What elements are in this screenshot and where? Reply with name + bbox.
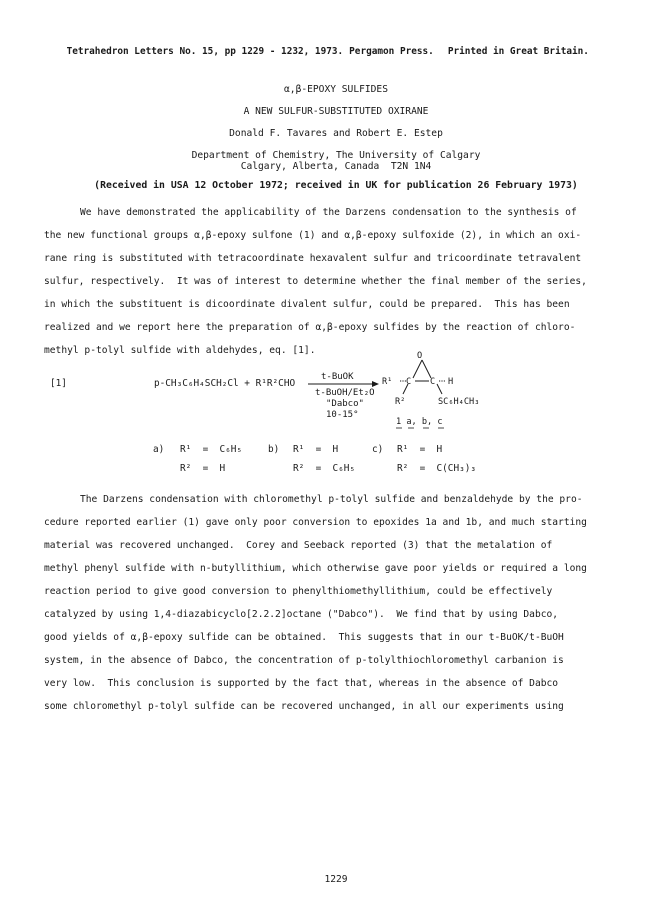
product-carbon-right: C [430,377,436,387]
received-dates: (Received in USA 12 October 1972; received in UK for publication 26 February 1973) [94,180,578,191]
citation: Tetrahedron Letters No. 15, pp 1229 - 1232, 1973. [66,46,344,57]
para2-line: some chloromethyl p-tolyl sulfide can be recovered unchanged, in all our experiments using [44,701,564,712]
article-subtitle: A NEW SULFUR-SUBSTITUTED OXIRANE [243,106,429,117]
substituent-a-r2: R² = H [180,463,226,474]
para2-line: system, in the absence of Dabco, the concentration of p-tolylthiochloromethyl carbanion is [44,655,564,666]
product-h: H [448,377,454,387]
affiliation-line-2: Calgary, Alberta, Canada T2N 1N4 [240,161,432,172]
reagent-base: t-BuOK [321,372,354,382]
product-labels: 1 a, b, c [396,417,443,427]
equation-number: [1] [50,378,67,389]
para1-line: in which the substituent is dicoordinate divalent sulfur, could be prepared. This has been [44,299,570,310]
substituent-a-label: a) [153,444,165,455]
substituent-a-r1: R¹ = C₆H₅ [180,444,243,455]
product-r1: R¹ [382,377,393,387]
reagent-catalyst: "Dabco" [326,399,364,409]
para1-line: methyl p-tolyl sulfide with aldehydes, eq. [1]. [44,345,316,356]
article-title: α,β-EPOXY SULFIDES [284,84,388,95]
para1-line: the new functional groups α,β-epoxy sulfone (1) and α,β-epoxy sulfoxide (2), in which an oxi- [44,230,582,241]
reagent-temperature: 10-15° [326,410,359,420]
substituent-c-r2: R² = C(CH₃)₃ [397,463,477,474]
substituent-b-label: b) [268,444,280,455]
para1-line: realized and we report here the preparation of α,β-epoxy sulfides by the reaction of chloro- [44,322,576,333]
para2-line: material was recovered unchanged. Corey and Seeback reported (3) that the metalation of [44,540,553,551]
substituent-c-label: c) [372,444,384,455]
para2-line: reaction period to give good conversion to phenylthiomethyllithium, could be effectively [44,586,553,597]
equation-reactants: p-CH₃C₆H₄SCH₂Cl + R¹R²CHO [154,378,296,389]
authors: Donald F. Tavares and Robert E. Estep [229,128,443,139]
para2-line: very low. This conclusion is supported by the fact that, whereas in the absence of Dabco [44,678,559,689]
product-carbon-left: C [406,377,412,387]
para1-line: rane ring is substituted with tetracoordinate hexavalent sulfur and tricoordinate tetravalent [44,253,582,264]
page-number: 1229 [324,874,348,885]
product-thioaryl: SC₆H₄CH₃ [438,397,480,407]
para1-line: sulfur, respectively. It was of interest to determine whether the final member of the series, [44,276,587,287]
substituent-b-r2: R² = C₆H₅ [293,463,356,474]
publisher: Pergamon Press. [349,46,434,57]
substituent-c-r1: R¹ = H [397,444,443,455]
reaction-arrow [308,381,379,387]
para2-line: methyl phenyl sulfide with n-butyllithium, which otherwise gave poor yields or required a long [44,563,587,574]
product-r2: R² [395,397,406,407]
para2-line: good yields of α,β-epoxy sulfide can be obtained. This suggests that in our t-BuOK/t-BuOH [44,632,564,643]
affiliation-line-1: Department of Chemistry, The University of Calgary [191,150,481,161]
para2-line: catalyzed by using 1,4-diazabicyclo[2.2.2]octane ("Dabco"). We find that by using Dabco, [44,609,559,620]
substituent-b-r1: R¹ = H [293,444,339,455]
para1-line: We have demonstrated the applicability of the Darzens condensation to the synthesis of [80,207,577,218]
printed-note: Printed in Great Britain. [447,46,589,57]
para2-line: cedure reported earlier (1) gave only poor conversion to epoxides 1a and 1b, and much starting [44,517,587,528]
para2-line: The Darzens condensation with chloromethyl p-tolyl sulfide and benzaldehyde by the pro- [80,494,583,505]
epoxide-oxygen: O [417,351,423,361]
reagent-solvent: t-BuOH/Et₂O [315,388,375,398]
